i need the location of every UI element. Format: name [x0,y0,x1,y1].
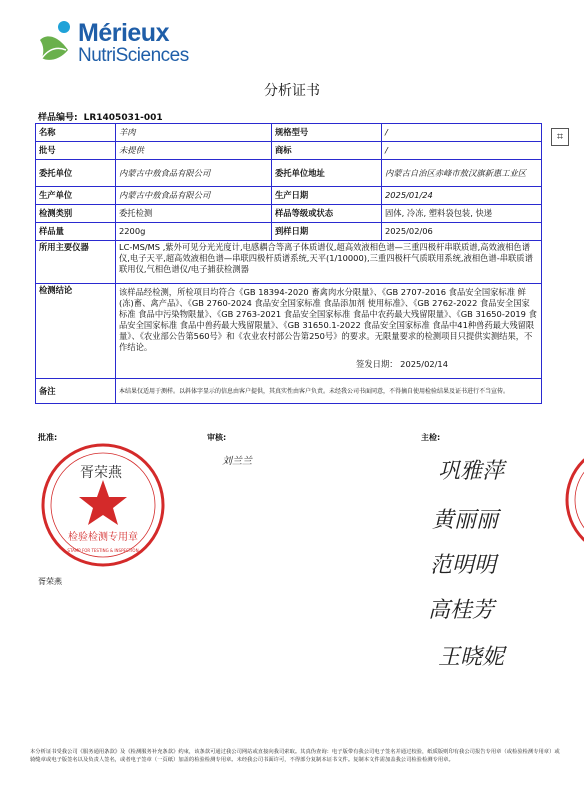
table-row [36,284,542,379]
table-row [36,379,542,404]
name-label: 名称 [36,124,116,142]
chief-label: 主检: [421,433,441,442]
sample-number-label: 样品编号: [38,113,78,123]
approve-label: 批准: [38,433,58,442]
review-label: 审核: [207,433,227,442]
sample-number-value: LR1405031-001 [83,113,163,123]
brand-subname: NutriSciences [78,45,189,66]
stamp-text: 检验检测专用章 [68,532,138,543]
remarks-value: 本结果仅适用于测样。以斜体字显示的信息由客户提供，其真实性由客户负责。未经我公司书面同意，不得摘自使用检验结果及证书进行不当宣传。 [116,379,542,404]
quantity-label: 样品量 [36,223,116,241]
arrival-date-value: 2025/02/06 [382,223,542,241]
approver-signature: 胥荣燕 [80,465,122,481]
partial-stamp [562,420,584,580]
batch-label: 批号 [36,142,116,160]
conclusion-label: 检测结论 [36,284,116,379]
batch-value: 未提供 [116,142,272,160]
tester-signature-4: 高桂芳 [428,598,495,623]
spec-label: 规格型号 [272,124,382,142]
reviewer-signature: 刘兰兰 [222,456,252,467]
table-row [36,187,542,205]
tester-signature-3: 范明明 [430,553,497,578]
table-row [36,241,542,284]
test-type-value: 委托检测 [116,205,272,223]
footer-terms: 本分析证书受我公司《服务通用条款》及《检测服务补充条款》约束，该条款可通过我公司网站或直接向我司索取。其真伪查询：电子版带有我公司电子签名并通过校验，纸质版则印有我公司报告专用章（或检验检测专用章）或骑缝章或电子版签名以及负责人签名，或者电子签章（一页纸）加盖的检验检测专用章。未经我公司书面许可，不得部分复制本证书文件。复制本文件需加盖我公司检验检测专用章。 [30,749,560,763]
instruments-label: 所用主要仪器 [36,241,116,284]
brand-name: Mérieux [78,19,169,47]
production-date-label: 生产日期 [272,187,382,205]
instruments-value: LC-MS/MS ,紫外可见分光光度计,电感耦合等离子体质谱仪,超高效液相色谱—三重四极杆串联质谱,高效液相色谱仪,电子天平,超高效液相色谱—串联四极杆质谱系统,天平(1/10000),三重四极杆气质联用系统,液相色谱-串联质谱联用仪,气相色谱仪/电子捕获检测器 [116,241,542,284]
table-row [36,142,542,160]
table-row [36,223,542,241]
trademark-label: 商标 [272,142,382,160]
arrival-date-label: 到样日期 [272,223,382,241]
name-value: 羊肉 [116,124,272,142]
brand-logo [38,16,198,68]
tester-signature-1: 巩雅萍 [438,459,505,484]
sample-state-value: 固体, 冷冻, 塑料袋包装, 快递 [382,205,542,223]
conclusion-cell [116,284,542,379]
tester-signature-2: 黄丽丽 [432,508,499,533]
quantity-value: 2200g [116,223,272,241]
client-label: 委托单位 [36,160,116,187]
sample-number [38,110,169,123]
spec-value: / [382,124,542,142]
document-title: 分析证书 [264,83,320,99]
table-row [36,205,542,223]
production-date-value: 2025/01/24 [382,187,542,205]
remarks-label: 备注 [36,379,116,404]
star-icon [79,480,127,525]
producer-value: 内蒙古中敖食品有限公司 [116,187,272,205]
tester-signature-5: 王晓妮 [438,645,505,670]
client-value: 内蒙古中敖食品有限公司 [116,160,272,187]
issue-date: 签发日期： 2025/02/14 [356,359,448,369]
producer-label: 生产单位 [36,187,116,205]
approver-name: 胥荣燕 [38,577,62,586]
table-row [36,160,542,187]
certificate-table [35,123,542,404]
leaf-drop-icon [38,18,78,68]
client-address-value: 内蒙古自治区赤峰市敖汉旗新惠工业区 [382,160,542,187]
table-row [36,124,542,142]
qr-code-icon[interactable]: ⌗ [551,128,569,146]
test-type-label: 检测类别 [36,205,116,223]
official-stamp [38,440,168,570]
sample-state-label: 样品等级或状态 [272,205,382,223]
conclusion-text: 该样品经检测，所检项目均符合《GB 18394-2020 畜禽肉水分限量》、《GB 2707-2016 食品安全国家标准 鲜(冻)畜、禽产品》、《GB 2760-2024 食品安全国家标准 食品添加剂 使用标准》、《GB 2762-2022 食品安全国家标准 食品中污染物限量》、《GB 2763-2021 食品安全国家标准 食品中农药最大残留限量》、《GB 31650-2019 食品安全国家标准 食品中兽药最大残留限量》、《GB 31650.1-2022 食品安全国家标准 食品中41种兽药最大残留限量》、《农业部公告第560号》和《农业农村部公告第250号》的要求。无限量要求的检测项目只提供实测结果，不作结论。 [119,287,537,352]
trademark-value: / [382,142,542,160]
client-address-label: 委托单位地址 [272,160,382,187]
stamp-subtext: STAMP FOR TESTING & INSPECTION [67,548,139,553]
